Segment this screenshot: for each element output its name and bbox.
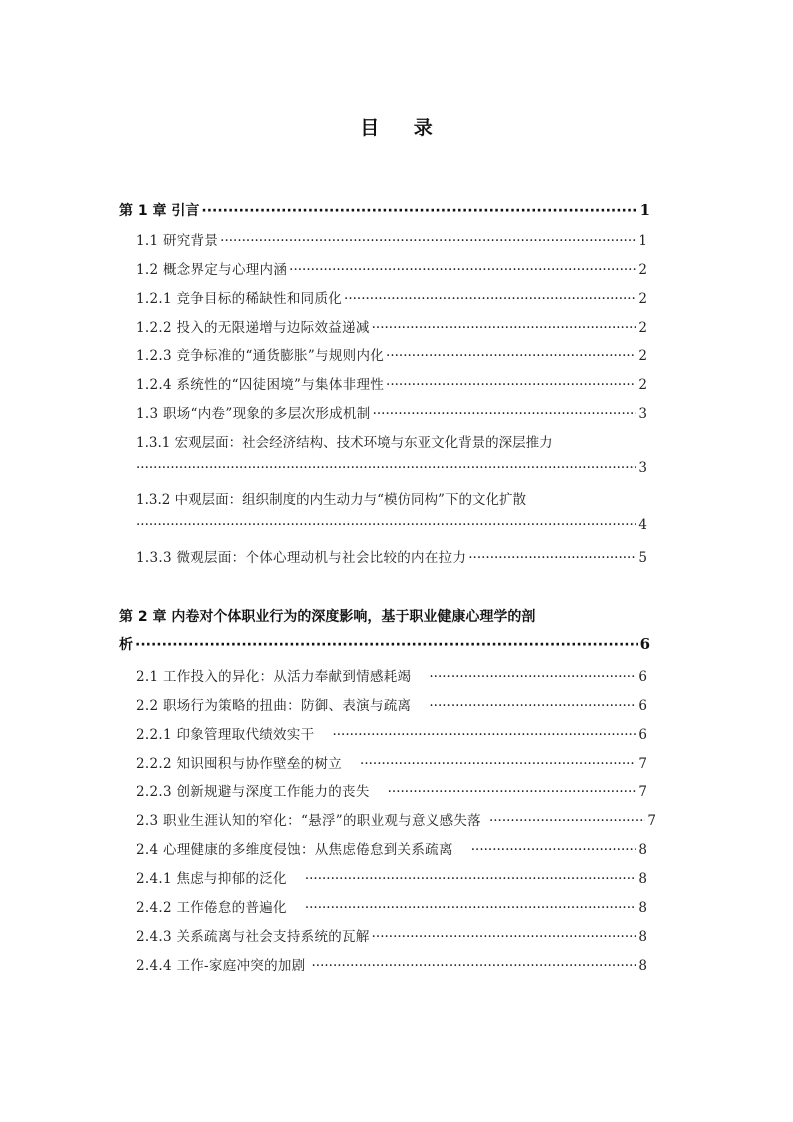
toc-page-number: 7	[647, 813, 656, 829]
toc-entry[interactable]	[136, 780, 647, 800]
toc-chapter-2-label[interactable]: 第 2 章 内卷对个体职业行为的深度影响，基于职业健康心理学的剖	[119, 609, 536, 625]
toc-title: 目 录	[360, 117, 447, 139]
toc-entry[interactable]	[136, 809, 656, 829]
toc-page-number: 7	[638, 784, 647, 800]
toc-entry[interactable]	[136, 258, 647, 278]
toc-page-number: 8	[638, 929, 647, 945]
toc-entry[interactable]	[136, 546, 647, 566]
toc-leader-dots	[344, 291, 636, 307]
toc-page-number: 6	[638, 698, 647, 714]
toc-leader-dots	[136, 460, 636, 476]
toc-leader-dots	[471, 842, 637, 858]
toc-leader-dots	[489, 813, 645, 829]
toc-page-number: 3	[638, 406, 647, 422]
toc-entry-label: 1.2 概念界定与心理内涵	[136, 262, 288, 278]
toc-chapter-1[interactable]	[119, 200, 650, 220]
toc-entry-label: 2.4 心理健康的多维度侵蚀：从焦虑倦怠到关系疏离	[136, 842, 453, 858]
toc-page-number: 8	[638, 842, 647, 858]
toc-page-number: 2	[638, 348, 647, 364]
toc-entry[interactable]	[136, 752, 647, 772]
toc-entry-label: 1.3.3 微观层面：个体心理动机与社会比较的内在拉力	[136, 550, 467, 566]
toc-leader-dots	[372, 320, 637, 336]
toc-entry-label: 1.2.3 竞争标准的“通货膨胀”与规则内化	[136, 348, 385, 364]
toc-entry-label: 2.2 职场行为策略的扭曲：防御、表演与疏离	[136, 698, 412, 714]
toc-page-number: 6	[638, 669, 647, 685]
toc-page-number: 7	[638, 756, 647, 772]
toc-page-number: 5	[638, 550, 647, 566]
toc-entry[interactable]	[136, 287, 647, 307]
toc-entry-label: 1.3 职场“内卷”现象的多层次形成机制	[136, 406, 371, 422]
toc-page-number: 2	[638, 262, 647, 278]
toc-leader-dots	[386, 377, 636, 393]
toc-entry[interactable]	[136, 896, 647, 916]
toc-leader-dots	[386, 348, 636, 364]
toc-page-number: 8	[638, 900, 647, 916]
toc-page-number: 3	[638, 460, 647, 476]
toc-leader-dots	[289, 262, 636, 278]
toc-entry-label: 1.2.2 投入的无限递增与边际效益递减	[136, 320, 370, 336]
toc-chapter-label: 第 1 章 引言	[119, 203, 200, 219]
toc-entry-label: 2.2.2 知识囤积与协作壁垒的树立	[136, 756, 343, 772]
toc-entry-label: 2.1 工作投入的异化：从活力奉献到情感耗竭	[136, 669, 412, 685]
toc-leader-dots	[468, 550, 636, 566]
toc-chapter-2[interactable]	[119, 634, 650, 654]
toc-entry[interactable]	[136, 694, 647, 714]
toc-page-number: 4	[638, 517, 647, 533]
toc-entry[interactable]	[136, 665, 647, 685]
toc-entry[interactable]	[136, 723, 647, 743]
toc-entry-wrapped-label[interactable]: 1.3.2 中观层面：组织制度的内生动力与“模仿同构”下的文化扩散	[136, 492, 526, 508]
toc-page-number: 1	[638, 233, 647, 249]
toc-entry-label: 2.2.3 创新规避与深度工作能力的丧失	[136, 784, 370, 800]
toc-entry[interactable]	[136, 838, 647, 858]
toc-entry-label: 2.4.2 工作倦怠的普遍化	[136, 900, 287, 916]
toc-entry[interactable]	[136, 867, 647, 887]
toc-entry-label: 2.3 职业生涯认知的窄化：“悬浮”的职业观与意义感失落	[136, 813, 481, 829]
toc-page-number: 8	[638, 958, 647, 974]
toc-chapter-label-continuation: 析	[119, 637, 133, 653]
toc-leader-dots	[372, 929, 637, 945]
toc-entry[interactable]	[136, 954, 647, 974]
toc-entry-label: 1.2.4 系统性的“囚徒困境”与集体非理性	[136, 377, 385, 393]
toc-entry-continuation[interactable]	[136, 460, 647, 476]
toc-entry-label: 2.4.4 工作-家庭冲突的加剧	[136, 958, 306, 974]
toc-leader-dots	[201, 203, 637, 219]
toc-leader-dots	[135, 637, 638, 653]
toc-page-number: 6	[638, 727, 647, 743]
toc-leader-dots	[305, 900, 637, 916]
toc-entry[interactable]	[136, 925, 647, 945]
toc-entry-wrapped-label[interactable]: 1.3.1 宏观层面：社会经济结构、技术环境与东亚文化背景的深层推力	[136, 435, 553, 451]
toc-entry[interactable]	[136, 373, 647, 393]
toc-page-number: 8	[638, 871, 647, 887]
toc-entry[interactable]	[136, 344, 647, 364]
toc-entry-continuation[interactable]	[136, 517, 647, 533]
toc-entry-label: 2.4.1 焦虑与抑郁的泛化	[136, 871, 287, 887]
toc-entry-label: 2.2.1 印象管理取代绩效实干	[136, 727, 315, 743]
toc-leader-dots	[373, 406, 637, 422]
toc-entry-label: 1.2.1 竞争目标的稀缺性和同质化	[136, 291, 343, 307]
toc-leader-dots	[305, 871, 637, 887]
toc-entry-label: 2.4.3 关系疏离与社会支持系统的瓦解	[136, 929, 370, 945]
toc-entry[interactable]	[136, 316, 647, 336]
toc-leader-dots	[136, 517, 636, 533]
toc-entry[interactable]	[136, 402, 647, 422]
toc-page-number: 6	[639, 635, 650, 653]
toc-page-number: 2	[638, 320, 647, 336]
toc-page-number: 2	[638, 291, 647, 307]
toc-leader-dots	[429, 669, 636, 685]
toc-leader-dots	[332, 727, 636, 743]
toc-leader-dots	[312, 958, 637, 974]
toc-leader-dots	[220, 233, 636, 249]
toc-entry-label: 1.1 研究背景	[136, 233, 219, 249]
toc-page-number: 2	[638, 377, 647, 393]
toc-leader-dots	[388, 784, 637, 800]
toc-leader-dots	[429, 698, 636, 714]
toc-leader-dots	[360, 756, 636, 772]
toc-page-number: 1	[639, 201, 650, 219]
toc-entry[interactable]	[136, 229, 647, 249]
